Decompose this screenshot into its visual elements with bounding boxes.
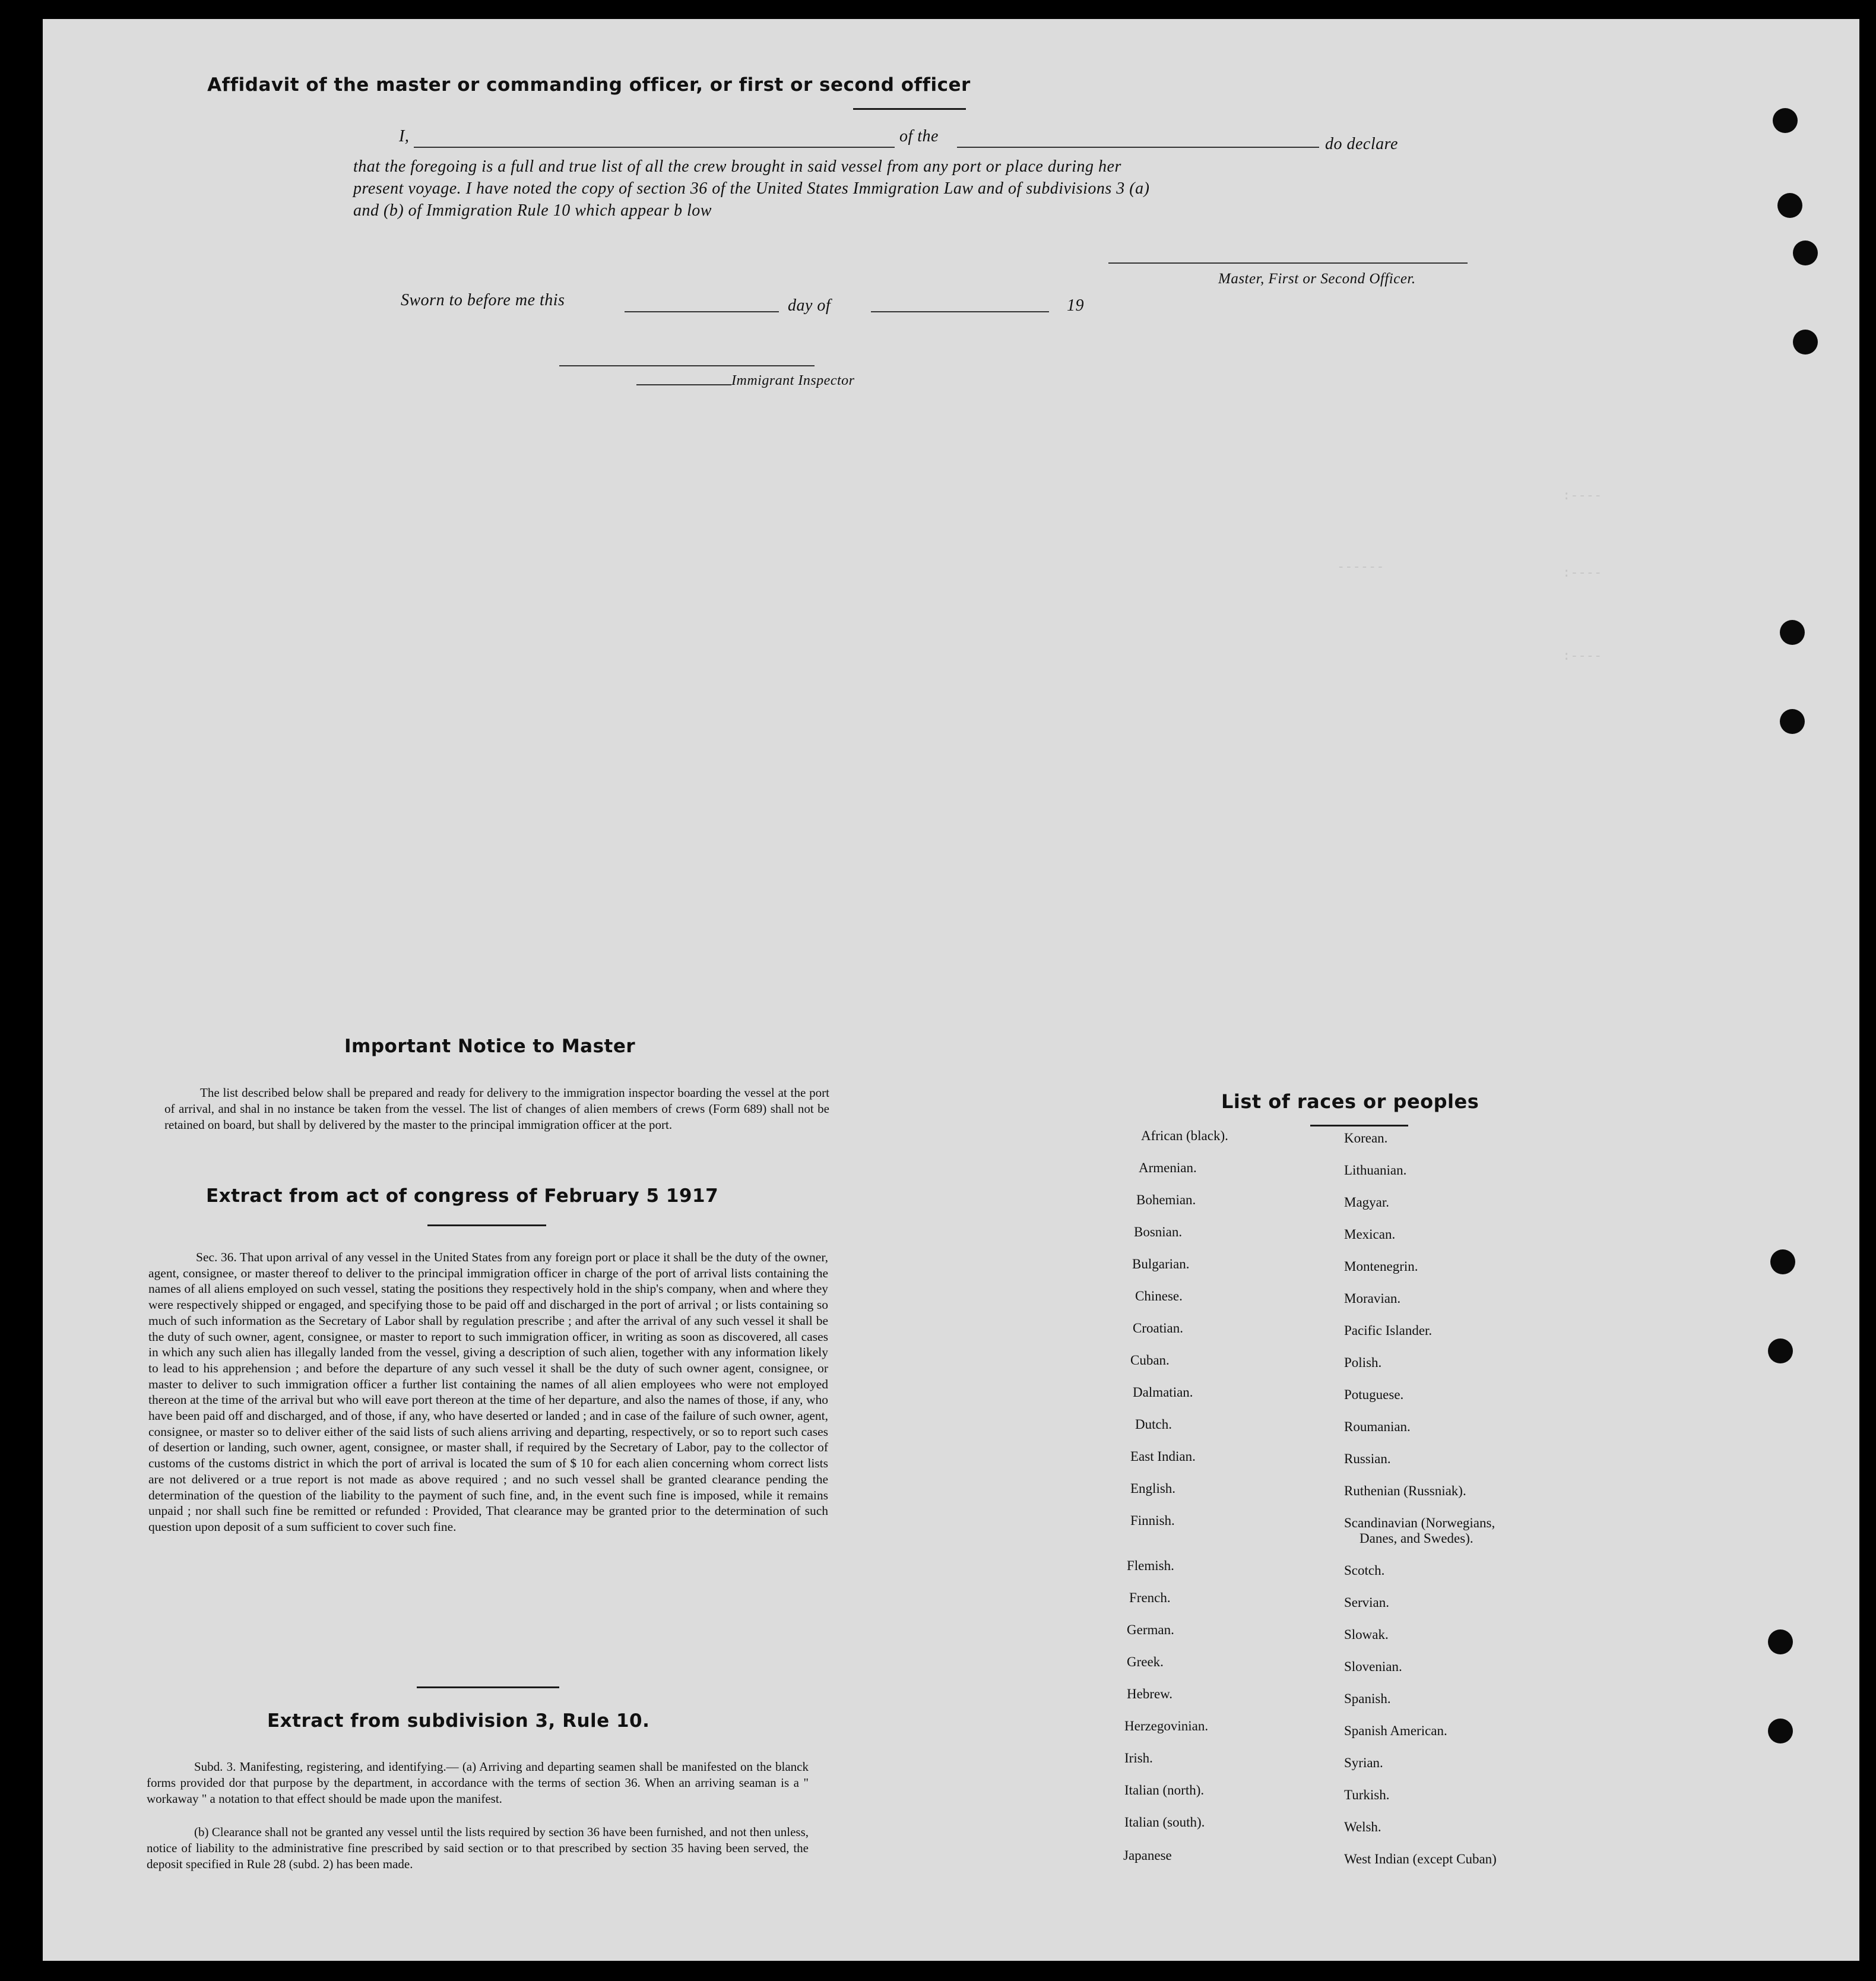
affidavit-line-3: present voyage. I have noted the copy of section 36 of the United States Immigration Law and of subdivisions 3 (a) (353, 179, 1150, 198)
year-label: 19 (1067, 296, 1084, 315)
signature-label: Master, First or Second Officer. (1218, 271, 1416, 287)
race-item: Dalmatian. (1133, 1385, 1193, 1400)
notice-text: The list described below shall be prepared and ready for delivery to the immigration inspector boarding the vessel at the port of arrival, and shal in no instance be taken from the vessel. The list of changes of alien members of crews (Form 689) shall not be retained on board, but shall by delivered by the master to the principal immigration officer at the port. (164, 1086, 829, 1132)
race-item: Bohemian. (1136, 1192, 1196, 1207)
race-item: Croatian. (1133, 1321, 1183, 1336)
rule-divider (417, 1686, 559, 1688)
bleed-through-text: :---- (1563, 565, 1602, 580)
race-item: Polish. (1344, 1355, 1382, 1370)
race-item: Spanish American. (1344, 1723, 1447, 1738)
bleed-through-text: ------ (1337, 559, 1384, 574)
race-item: Herzegovinian. (1124, 1719, 1209, 1733)
race-item: Moravian. (1344, 1291, 1401, 1306)
race-item: Slovenian. (1344, 1659, 1402, 1674)
notice-title: Important Notice to Master (344, 1036, 636, 1057)
race-item: Potuguese. (1344, 1387, 1404, 1402)
punch-hole (1773, 108, 1798, 133)
affidavit-of-the: of the (899, 127, 939, 145)
race-item: Turkish. (1344, 1787, 1390, 1802)
inspector-label: Immigrant Inspector (731, 373, 855, 388)
affidavit-line-4: and (b) of Immigration Rule 10 which appear b low (353, 201, 712, 220)
race-item: East Indian. (1130, 1449, 1196, 1464)
punch-hole (1780, 709, 1805, 734)
race-item: French. (1129, 1590, 1171, 1605)
race-item: Ruthenian (Russniak). (1344, 1483, 1466, 1498)
punch-hole (1793, 240, 1818, 265)
affidavit-line-2: that the foregoing is a full and true list of all the crew brought in said vessel from any port or place during her (353, 157, 1121, 176)
inspector-line-2 (636, 384, 731, 385)
affidavit-title-underline (853, 108, 966, 110)
race-item: Irish. (1124, 1751, 1153, 1765)
race-item: Slowak. (1344, 1627, 1389, 1642)
races-title: List of races or peoples (1221, 1090, 1479, 1113)
race-item: Japanese (1123, 1848, 1172, 1863)
race-item: Bulgarian. (1132, 1257, 1190, 1271)
race-item: English. (1130, 1481, 1176, 1496)
race-item: Lithuanian. (1344, 1163, 1407, 1178)
manifest-page (43, 19, 1859, 1961)
signature-field[interactable] (1108, 262, 1468, 264)
race-item: Servian. (1344, 1595, 1390, 1610)
race-item: Italian (north). (1124, 1783, 1205, 1798)
act-title-underline (427, 1224, 546, 1226)
section-36-text: Sec. 36. That upon arrival of any vessel in the United States from any foreign port or place it shall be the duty of the owner, agent, consignee, or master thereof to deliver to the principal immigration officer in charge of the port of arrival lists containing the names of all aliens employed on such vessel, stating the positions they respectively hold in the ship's company, when and where they were respectively shipped or engaged, and specifying those to be paid off and discharged in the port of arrival ; or lists containing so much of such information as the Secretary of Labor shall by regulation prescribe ; and after the arrival of any such vessel it shall be the duty of such owner, agent, consignee, or master to report to such immigration officer, in writing as soon as discovered, all cases in which any such alien has illegally landed from the vessel, giving a description of such alien, together with any information likely to lead to his apprehension ; and before the departure of any such vessel it shall be the duty of such owner agent, consignee, or master to deliver to such immigration officer a further list containing the names of all alien employees who were not employed thereon at the time of the arrival but who will eave port thereon at the time of her departure, and also the names of those, if any, who have been paid off and discharged, and of those, if any, who have deserted or landed ; and in case of the failure of such owner, agent, consignee, or master so to deliver either of the said lists of such aliens arriving and departing, respectively, or so to report such cases of desertion or landing, such owner, agent, consignee, or master shall, if required by the Secretary of Labor, pay to the collector of customs of the customs district in which the port of arrival is located the sum of $ 10 for each alien concerning whom correct lists are not delivered or a true report is not made as above required ; and no such vessel shall be granted clearance pending the determination of the question of the liability to the payment of such fine, and, in the event such fine is imposed, while it remains unpaid ; nor shall such fine be remitted or refunded : Provided, That clearance may be granted prior to the determination of such question upon deposit of a sum sufficient to cover such fine. (148, 1250, 828, 1534)
race-item: Montenegrin. (1344, 1259, 1418, 1274)
bleed-through-text: :---- (1563, 488, 1602, 503)
race-item: Armenian. (1139, 1160, 1197, 1175)
race-item: Pacific Islander. (1344, 1323, 1433, 1338)
race-item: Scotch. (1344, 1563, 1385, 1578)
race-item: Flemish. (1127, 1558, 1174, 1573)
subd-3a-text: Subd. 3. Manifesting, registering, and identifying.— (a) Arriving and departing seamen shall be manifested on the blanck forms provided dor that purpose by the department, in accordance with the terms of section 36. When an arriving seaman is a " workaway " a notation to that effect should be made upon the manifest. (147, 1760, 809, 1806)
affidavit-i: I, (399, 127, 410, 145)
race-item: Hebrew. (1127, 1686, 1173, 1701)
race-item: Russian. (1344, 1451, 1391, 1466)
race-item: Danes, and Swedes). (1360, 1531, 1473, 1546)
races-title-underline (1310, 1125, 1408, 1126)
punch-hole (1793, 330, 1818, 355)
subd-3b-text: (b) Clearance shall not be granted any vessel until the lists required by section 36 have been furnished, and not then unless, notice of liability to the administrative fine prescribed by said section or to that prescribed by section 35 having been served, the deposit specified in Rule 28 (subd. 2) has been made. (147, 1825, 809, 1871)
name-field[interactable] (414, 147, 895, 148)
inspector-signature-field[interactable] (559, 365, 815, 366)
race-item: German. (1127, 1622, 1174, 1637)
race-item: Mexican. (1344, 1227, 1396, 1242)
race-item: Cuban. (1130, 1353, 1170, 1368)
sworn-label: Sworn to before me this (401, 291, 565, 309)
punch-hole (1768, 1629, 1793, 1654)
punch-hole (1780, 620, 1805, 645)
vessel-field[interactable] (957, 147, 1319, 148)
race-item: Scandinavian (Norwegians, (1344, 1515, 1495, 1530)
punch-hole (1768, 1719, 1793, 1743)
race-item: Spanish. (1344, 1691, 1391, 1706)
punch-hole (1777, 193, 1802, 218)
race-item: Chinese. (1135, 1289, 1183, 1303)
race-item: Greek. (1127, 1654, 1164, 1669)
race-item: Bosnian. (1134, 1224, 1183, 1239)
race-item: Magyar. (1344, 1195, 1390, 1210)
punch-hole (1768, 1338, 1793, 1363)
punch-hole (1770, 1249, 1795, 1274)
affidavit-declare: do declare (1325, 135, 1398, 153)
sworn-month-field[interactable] (871, 311, 1049, 312)
race-item: Dutch. (1135, 1417, 1172, 1432)
affidavit-title: Affidavit of the master or commanding officer, or first or second officer (207, 74, 971, 96)
race-item: Italian (south). (1124, 1815, 1205, 1830)
race-item: Korean. (1344, 1131, 1388, 1145)
race-item: Roumanian. (1344, 1419, 1411, 1434)
race-item: Syrian. (1344, 1755, 1383, 1770)
race-item: Welsh. (1344, 1819, 1381, 1834)
race-item: Finnish. (1130, 1513, 1175, 1528)
race-item: West Indian (except Cuban) (1344, 1852, 1497, 1866)
sworn-day-field[interactable] (625, 311, 779, 312)
bleed-through-text: :---- (1563, 648, 1602, 663)
race-item: African (black). (1141, 1128, 1228, 1143)
act-extract-title: Extract from act of congress of February 5 1917 (206, 1185, 719, 1207)
day-of-label: day of (788, 296, 831, 315)
rule-extract-title: Extract from subdivision 3, Rule 10. (267, 1710, 650, 1732)
